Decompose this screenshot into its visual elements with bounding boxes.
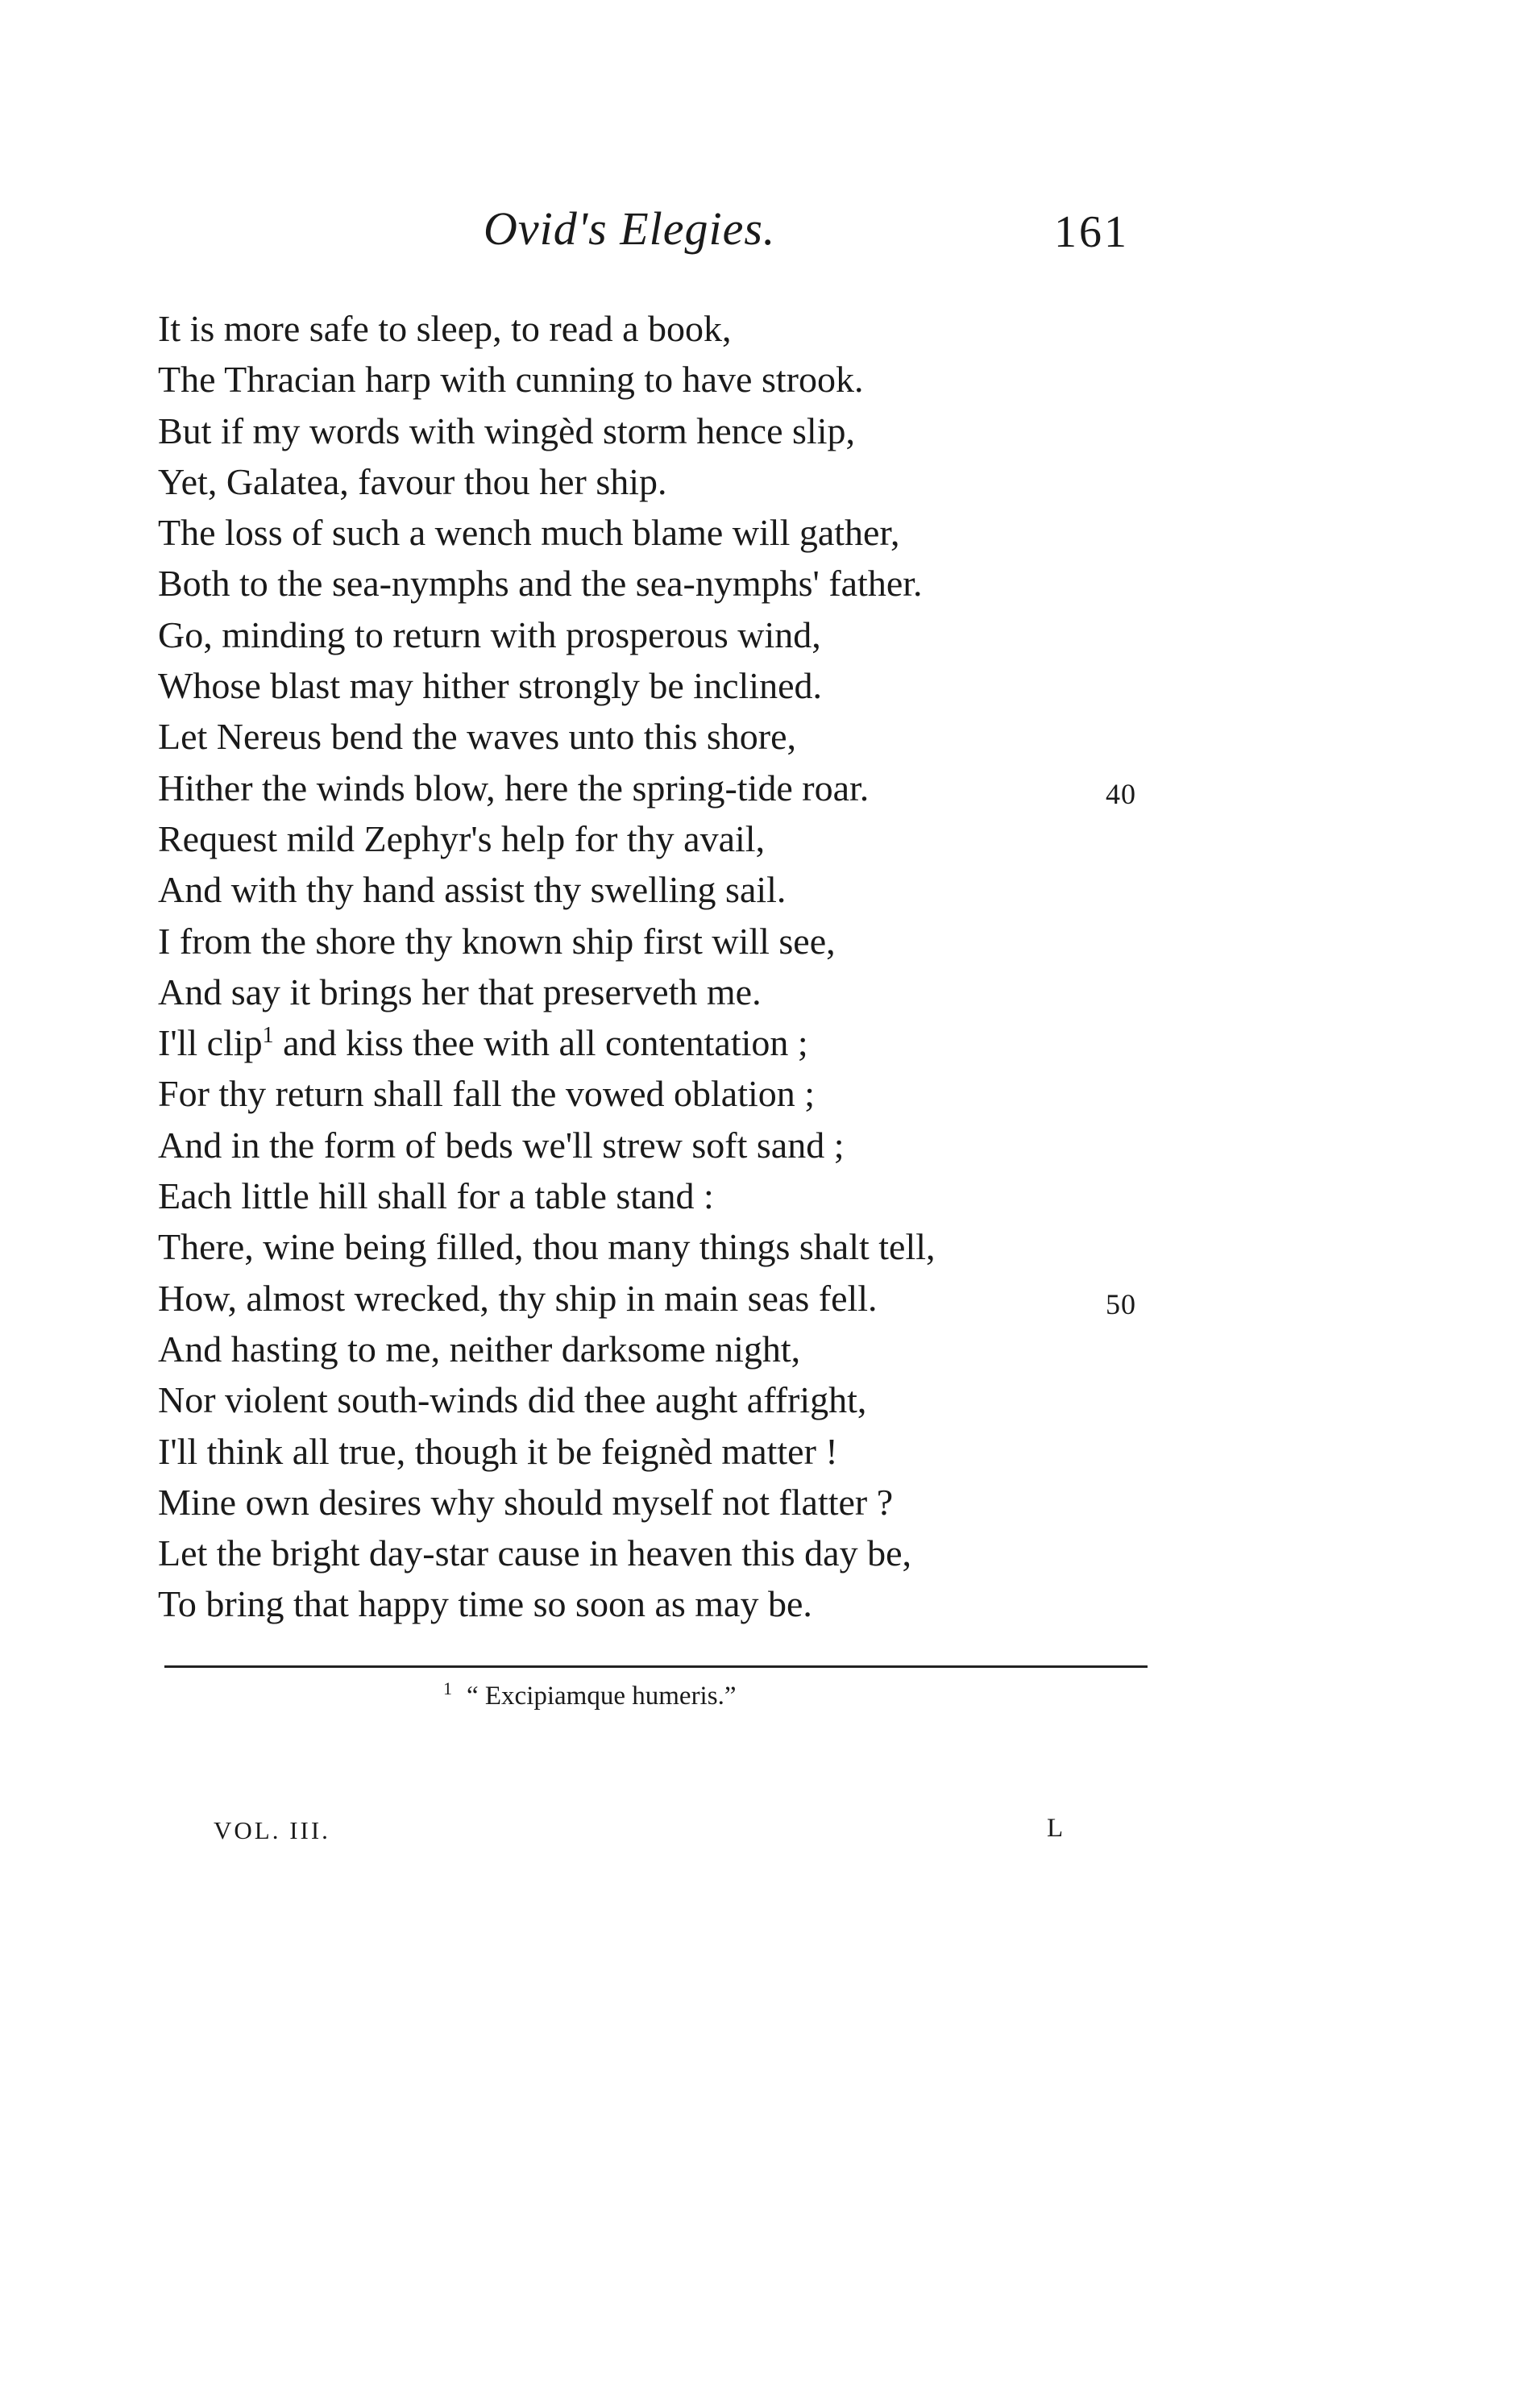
poem-line-words: I'll think all true, though it be feignèd matter ! — [158, 1430, 838, 1472]
poem-line-text — [158, 1532, 911, 1574]
footnote-mark: 1 — [443, 1678, 452, 1698]
poem-line — [158, 1273, 1173, 1324]
footnote-reference: 1 — [262, 1023, 274, 1049]
poem-line-text — [158, 563, 923, 604]
footnote — [443, 1678, 737, 1711]
poem-line-text — [158, 614, 821, 655]
poem-line-text — [158, 359, 863, 400]
poem-line-words: To bring that happy time so soon as may be. — [158, 1583, 812, 1625]
poem-line — [158, 1528, 1173, 1578]
poem-line-text — [158, 1379, 866, 1420]
poem-line — [158, 916, 1173, 967]
poem-line — [158, 456, 1173, 507]
poem-line-words: Each little hill shall for a table stand : — [158, 1175, 714, 1217]
poem-line-words: There, wine being filled, thou many things shalt tell, — [158, 1226, 936, 1268]
poem-line-text — [158, 308, 732, 349]
poem-line-words: For thy return shall fall the vowed oblation ; — [158, 1073, 816, 1115]
poem-line-words: Request mild Zephyr's help for thy avail, — [158, 817, 766, 859]
poem-line-text — [158, 1125, 844, 1166]
poem-line-text — [158, 1022, 808, 1063]
signature-letter: L — [1047, 1814, 1064, 1843]
poem-line-words: Hither the winds blow, here the spring-tide roar. — [158, 767, 870, 809]
poem-line-text — [158, 1175, 714, 1216]
poem-line-words: But if my words with wingèd storm hence slip, — [158, 410, 855, 451]
line-number: 50 — [1106, 1287, 1136, 1320]
poem-line — [158, 1068, 1173, 1119]
poem-line-words: Mine own desires why should myself not flatter ? — [158, 1481, 894, 1523]
poem-line-words: And hasting to me, neither darksome night, — [158, 1328, 801, 1370]
poem-line — [158, 711, 1173, 762]
poem-line — [158, 507, 1173, 558]
poem-line — [158, 558, 1173, 609]
poem-line-words: Let the bright day-star cause in heaven this day be, — [158, 1532, 912, 1574]
poem-line — [158, 864, 1173, 915]
footnote-divider — [164, 1665, 1148, 1668]
poem-line-text — [158, 1073, 815, 1114]
poem-line-text — [158, 716, 796, 757]
page-number: 161 — [1054, 207, 1129, 257]
poem-line-words-continued: and kiss thee with all contentation ; — [273, 1022, 808, 1064]
poem-line-words: The Thracian harp with cunning to have strook. — [158, 359, 864, 401]
line-number: 40 — [1106, 777, 1136, 810]
poem-line-words: And say it brings her that preserveth me. — [158, 971, 762, 1012]
poem-line-text — [158, 921, 836, 962]
poem-line-words: Go, minding to return with prosperous wind, — [158, 613, 821, 655]
poem-line-text — [158, 665, 822, 706]
poem-line-text — [158, 512, 899, 553]
poem-line — [158, 1170, 1173, 1221]
poem-line — [158, 763, 1173, 813]
poem-body — [158, 303, 1173, 1630]
poem-line-words: I from the shore thy known ship first will see, — [158, 920, 836, 962]
poem-line-words: I'll clip — [158, 1022, 263, 1064]
poem-line — [158, 1578, 1173, 1629]
poem-line-text — [158, 1328, 800, 1370]
poem-line-words: Both to the sea-nymphs and the sea-nymphs' father. — [158, 563, 923, 605]
poem-line — [158, 1426, 1173, 1477]
running-head — [0, 202, 1540, 266]
poem-line — [158, 1477, 1173, 1528]
poem-line-words: How, almost wrecked, thy ship in main seas fell. — [158, 1277, 878, 1319]
poem-line-words: And with thy hand assist thy swelling sail. — [158, 869, 787, 911]
poem-line — [158, 1017, 1173, 1068]
poem-line-text — [158, 1278, 878, 1319]
poem-line-text — [158, 410, 855, 451]
poem-line — [158, 1221, 1173, 1272]
poem-line — [158, 354, 1173, 405]
poem-line — [158, 660, 1173, 711]
poem-line-text — [158, 1482, 893, 1523]
poem-line — [158, 609, 1173, 660]
poem-line — [158, 1324, 1173, 1374]
poem-line-text — [158, 971, 762, 1012]
volume-signature: VOL. III. — [214, 1816, 330, 1844]
poem-line-words: Nor violent south-winds did thee aught affright, — [158, 1379, 867, 1421]
poem-line-words: And in the form of beds we'll strew soft sand ; — [158, 1124, 845, 1166]
poem-line — [158, 967, 1173, 1017]
poem-line — [158, 303, 1173, 354]
poem-line-text — [158, 1583, 812, 1624]
footnote-text: “ Excipiamque humeris.” — [467, 1682, 737, 1711]
poem-line-text — [158, 767, 869, 809]
running-title: Ovid's Elegies. — [484, 202, 776, 255]
poem-line-words: Let Nereus bend the waves unto this shore, — [158, 716, 797, 758]
poem-line-text — [158, 1226, 936, 1267]
poem-line — [158, 1374, 1173, 1425]
poem-line-text — [158, 461, 667, 502]
poem-line — [158, 1120, 1173, 1170]
poem-line-words: Yet, Galatea, favour thou her ship. — [158, 460, 667, 502]
poem-line-words: Whose blast may hither strongly be inclined. — [158, 665, 822, 707]
poem-line-text — [158, 869, 786, 910]
poem-line — [158, 813, 1173, 864]
poem-line-words: It is more safe to sleep, to read a book, — [158, 308, 732, 349]
poem-line-text — [158, 818, 765, 859]
poem-line-text — [158, 1431, 838, 1472]
poem-line-words: The loss of such a wench much blame will gather, — [158, 512, 900, 554]
poem-line — [158, 405, 1173, 456]
